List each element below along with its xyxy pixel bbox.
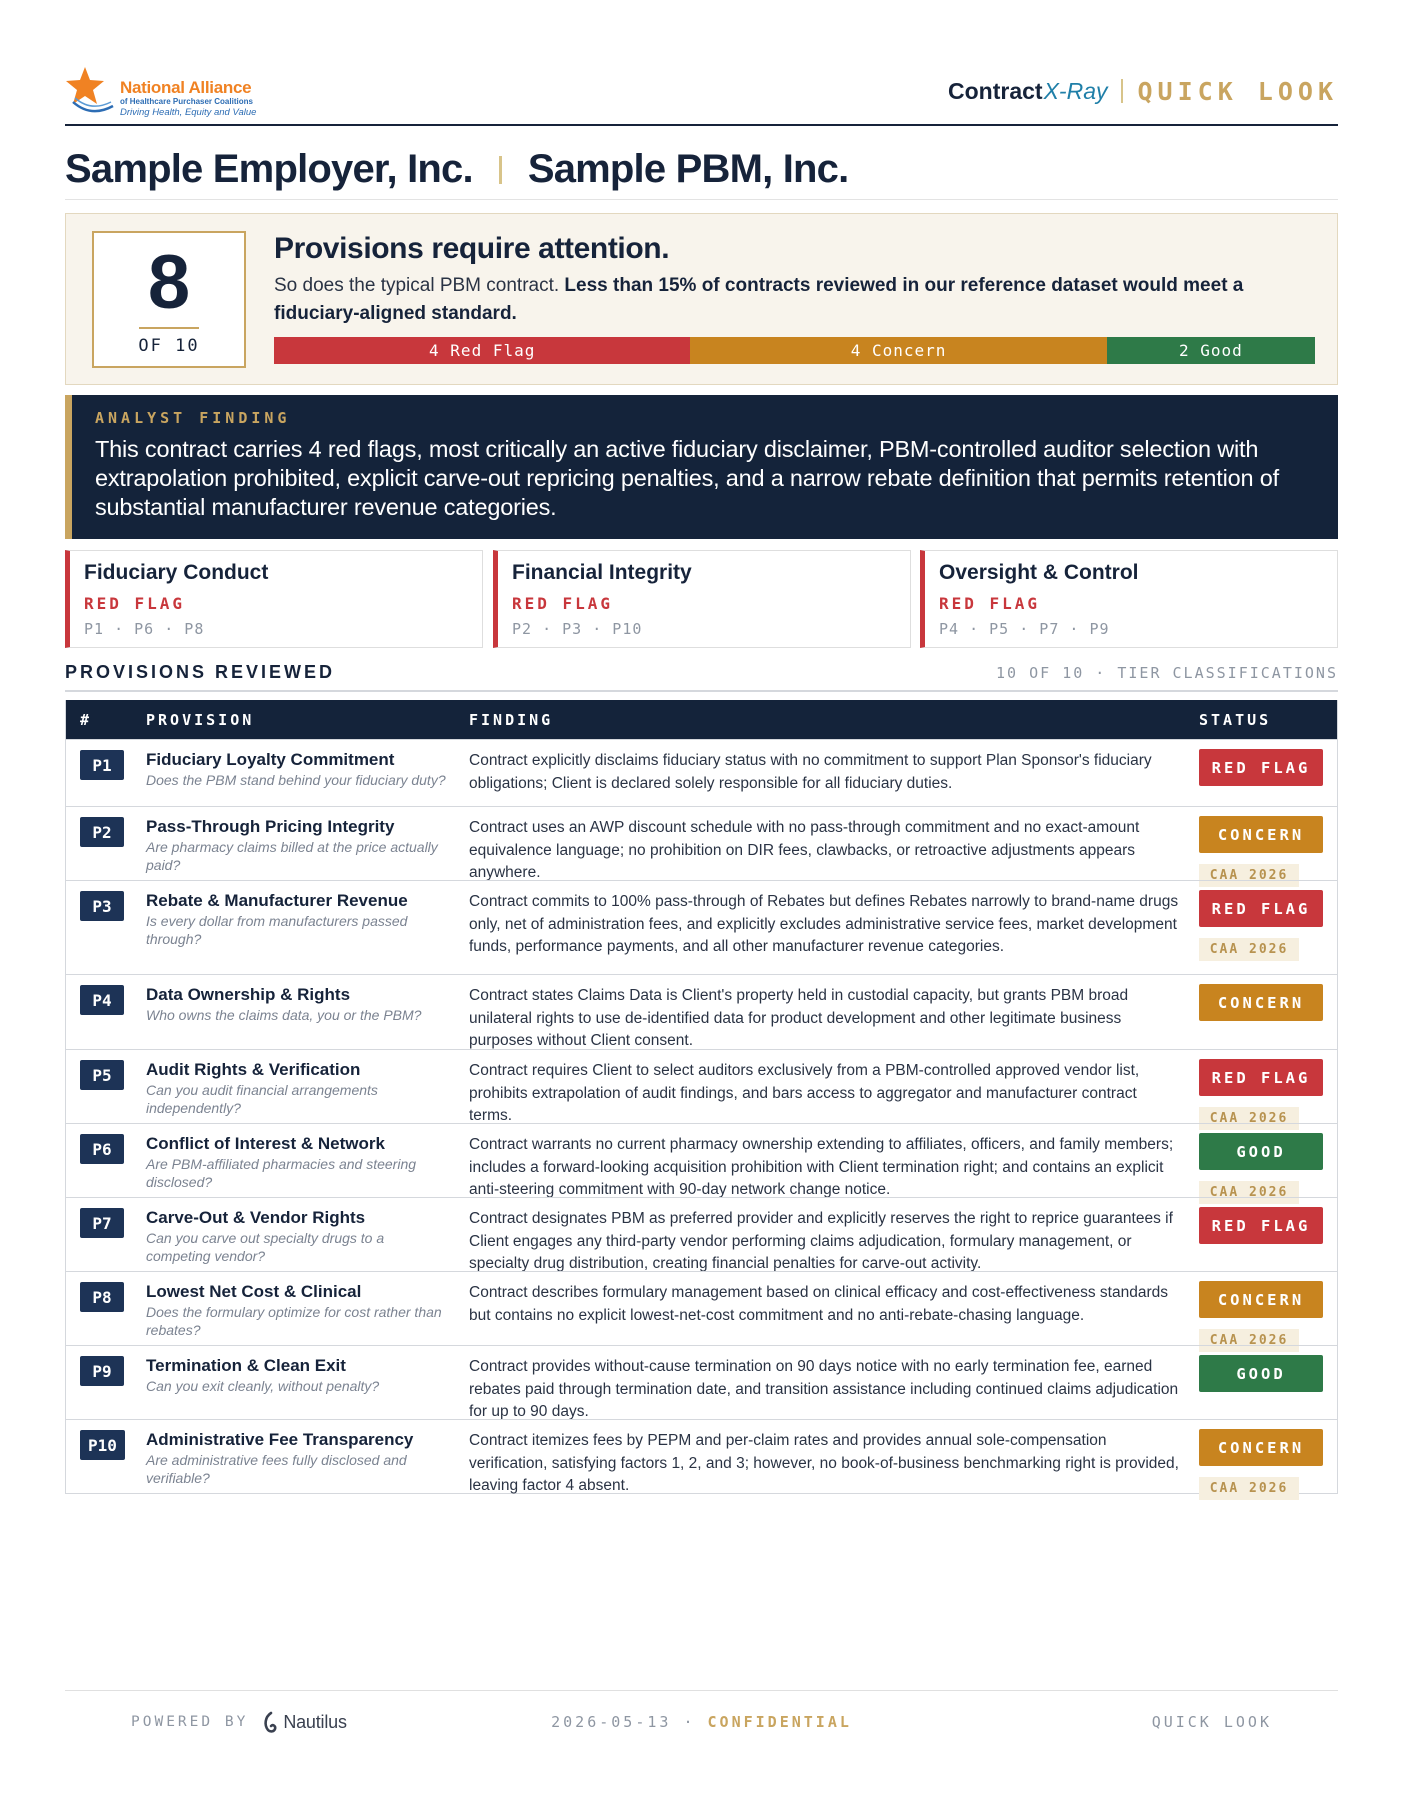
provision-id-badge: P7 — [80, 1208, 124, 1238]
provision-question: Is every dollar from manufacturers passed through? — [146, 913, 408, 947]
product-brand — [948, 76, 1338, 106]
caa-tag: CAA 2026 — [1199, 1181, 1299, 1204]
pbm-name: Sample PBM, Inc. — [527, 147, 849, 191]
category-title: Fiduciary Conduct — [84, 561, 269, 584]
caa-tag: CAA 2026 — [1199, 1477, 1299, 1500]
brand-divider — [1121, 79, 1123, 103]
table-row — [66, 806, 1337, 883]
category-status: RED FLAG — [939, 594, 1041, 613]
provision-name: Rebate & Manufacturer Revenue — [146, 891, 408, 910]
provision-finding: Contract warrants no current pharmacy ownership extending to affiliates, officers, and family members; includes a forward-looking acquisition prohibition with Client termination right; and contains an explicit anti-steering commitment with 90-day network change notice. — [469, 1136, 1174, 1198]
provision-name: Conflict of Interest & Network — [146, 1134, 385, 1153]
page-footer — [65, 1690, 1338, 1750]
table-row — [66, 739, 1337, 806]
parties-heading — [65, 140, 1338, 200]
employer-name: Sample Employer, Inc. — [65, 147, 473, 191]
report-type: QUICK LOOK — [1137, 76, 1338, 106]
provision-question: Does the PBM stand behind your fiduciary duty? — [146, 772, 446, 788]
column-header-number: # — [80, 711, 93, 729]
analyst-finding-label: ANALYST FINDING — [95, 409, 291, 427]
provision-question: Can you audit financial arrangements independently? — [146, 1082, 378, 1116]
summary-title: Provisions require attention. — [274, 232, 670, 265]
caa-tag: CAA 2026 — [1199, 1107, 1299, 1130]
provision-finding: Contract states Claims Data is Client's property held in custodial capacity, but grants PBM broad unilateral rights to use de-identified data for product development and other legitimate business purposes without Client consent. — [469, 987, 1129, 1049]
provisions-table — [65, 700, 1338, 1494]
category-title: Oversight & Control — [939, 561, 1139, 584]
provision-id-badge: P5 — [80, 1060, 124, 1090]
caa-tag: CAA 2026 — [1199, 1329, 1299, 1352]
table-header — [66, 700, 1337, 739]
analyst-finding-text: This contract carries 4 red flags, most critically an active fiduciary disclaimer, PBM-controlled auditor selection with extrapolation prohibited, explicit carve-out repricing penalties, and a narrow rebate definition that permits retention of substantial manufacturer revenue categories. — [95, 436, 1279, 520]
category-status: RED FLAG — [84, 594, 186, 613]
parties-divider — [499, 156, 502, 184]
table-row — [66, 880, 1337, 974]
score-of: OF 10 — [138, 336, 200, 356]
provision-name: Termination & Clean Exit — [146, 1356, 346, 1375]
category-title: Financial Integrity — [512, 561, 692, 584]
provision-id-badge: P3 — [80, 891, 124, 921]
footer-report-type: QUICK LOOK — [1151, 1713, 1272, 1731]
provision-name: Administrative Fee Transparency — [146, 1430, 414, 1449]
score-number: 8 — [147, 240, 191, 325]
confidential-label: CONFIDENTIAL — [707, 1713, 852, 1731]
status-badge: GOOD — [1199, 1355, 1323, 1392]
provision-name: Fiduciary Loyalty Commitment — [146, 750, 395, 769]
provision-id-badge: P6 — [80, 1134, 124, 1164]
provision-finding: Contract uses an AWP discount schedule with no pass-through commitment and no exact-amount equivalence language; no prohibition on DIR fees, clawbacks, or retroactive adjustments appears anywhere. — [469, 819, 1140, 881]
provision-finding: Contract designates PBM as preferred provider and explicitly reserves the right to reprice guarantees if Client engages any third-party vendor performing claims adjudication, formulary management, or specialty drug distribution, creating financial penalties for carve-out activity. — [469, 1210, 1173, 1272]
table-row — [66, 974, 1337, 1049]
score-box — [92, 231, 246, 368]
score-divider — [139, 327, 199, 329]
provisions-title: PROVISIONS REVIEWED — [65, 662, 336, 682]
provision-question: Are PBM-affiliated pharmacies and steering disclosed? — [146, 1156, 417, 1190]
provision-question: Are administrative fees fully disclosed and verifiable? — [146, 1452, 407, 1486]
provision-question: Who owns the claims data, you or the PBM? — [146, 1007, 422, 1023]
tier-distribution-bar — [274, 337, 1315, 364]
provision-question: Can you carve out specialty drugs to a competing vendor? — [146, 1230, 385, 1264]
table-row — [66, 1345, 1337, 1419]
brand-suffix: X-Ray — [1043, 77, 1108, 104]
column-header-finding: FINDING — [469, 711, 554, 729]
national-alliance-logo — [65, 64, 305, 120]
summary-emphasis: Less than 15% of contracts reviewed in our reference dataset would meet a fiduciary-aligned standard. — [274, 275, 1244, 324]
status-badge: RED FLAG — [1199, 1059, 1323, 1096]
provision-id-badge: P9 — [80, 1356, 124, 1386]
table-row — [66, 1197, 1337, 1271]
table-row — [66, 1271, 1337, 1348]
category-status: RED FLAG — [512, 594, 614, 613]
provision-question: Are pharmacy claims billed at the price actually paid? — [146, 839, 438, 873]
table-row — [66, 1123, 1337, 1200]
powered-by-label: POWERED BY — [131, 1714, 249, 1730]
provision-question: Can you exit cleanly, without penalty? — [146, 1378, 380, 1394]
provision-name: Audit Rights & Verification — [146, 1060, 361, 1079]
analyst-finding — [65, 395, 1338, 539]
logo-subtitle: of Healthcare Purchaser Coalitions — [120, 97, 253, 106]
status-badge: RED FLAG — [1199, 1207, 1323, 1244]
category-card-financial — [493, 550, 911, 648]
caa-tag: CAA 2026 — [1199, 938, 1299, 961]
status-badge: GOOD — [1199, 1133, 1323, 1170]
status-badge: RED FLAG — [1199, 890, 1323, 927]
provision-id-badge: P10 — [80, 1430, 125, 1460]
category-card-fiduciary — [65, 550, 483, 648]
provision-finding: Contract itemizes fees by PEPM and per-claim rates and provides annual sole-compensation verification, satisfying factors 1, 2, and 3; however, no book-of-business benchmarking right is provided, leaving factor 4 absent. — [469, 1432, 1179, 1494]
provision-name: Data Ownership & Rights — [146, 985, 351, 1004]
provision-finding: Contract provides without-cause termination on 90 days notice with no early termination fee, earned rebates paid through termination date, and transition assistance including continued claims adjudication for up to 90 days. — [469, 1358, 1179, 1420]
category-card-oversight — [920, 550, 1338, 648]
provision-name: Carve-Out & Vendor Rights — [146, 1208, 366, 1227]
brand-prefix: Contract — [948, 77, 1043, 104]
summary-panel — [65, 213, 1338, 385]
tier-segment: 4 Red Flag — [274, 337, 690, 364]
summary-text — [274, 272, 1294, 328]
provision-id-badge: P1 — [80, 750, 124, 780]
category-items: P4 · P5 · P7 · P9 — [939, 620, 1110, 638]
provision-finding: Contract explicitly disclaims fiduciary status with no commitment to support Plan Sponsor's fiduciary obligations; Client is declared solely responsible for all fiduciary duties. — [469, 752, 1152, 792]
provision-name: Pass-Through Pricing Integrity — [146, 817, 395, 836]
vendor-name: Nautilus — [283, 1711, 347, 1732]
category-items: P2 · P3 · P10 — [512, 620, 643, 638]
provisions-meta: 10 OF 10 · TIER CLASSIFICATIONS — [996, 664, 1338, 682]
category-items: P1 · P6 · P8 — [84, 620, 205, 638]
footer-separator: · — [683, 1713, 696, 1731]
tier-segment: 2 Good — [1107, 337, 1315, 364]
footer-date: 2026-05-13 — [551, 1713, 672, 1731]
provision-id-badge: P4 — [80, 985, 124, 1015]
column-header-provision: PROVISION — [146, 711, 255, 729]
provision-finding: Contract describes formulary management based on clinical efficacy and cost-effectiveness standards but contains no explicit lowest-net-cost commitment and no anti-rebate-chasing language. — [469, 1284, 1169, 1324]
category-cards — [65, 550, 1338, 648]
swoosh-icon — [71, 94, 115, 116]
provision-name: Lowest Net Cost & Clinical — [146, 1282, 362, 1301]
status-badge: CONCERN — [1199, 984, 1323, 1021]
column-header-status: STATUS — [1199, 711, 1272, 729]
footer-date-line — [65, 1713, 1338, 1731]
logo-name: National Alliance — [120, 78, 252, 97]
status-badge: CONCERN — [1199, 816, 1323, 853]
provision-id-badge: P2 — [80, 817, 124, 847]
status-badge: CONCERN — [1199, 1429, 1323, 1466]
provision-id-badge: P8 — [80, 1282, 124, 1312]
report-header — [65, 60, 1338, 126]
logo-tagline: Driving Health, Equity and Value — [120, 107, 257, 118]
provision-question: Does the formulary optimize for cost rather than rebates? — [146, 1304, 442, 1338]
table-row — [66, 1049, 1337, 1126]
provisions-header — [65, 659, 1338, 692]
provision-finding: Contract commits to 100% pass-through of Rebates but defines Rebates narrowly to brand-name drugs only, net of administration fees, and explicitly excludes administrative service fees, market development funds, performance payments, and all other manufacturer revenue categories. — [469, 893, 1179, 955]
table-row — [66, 1419, 1337, 1496]
caa-tag: CAA 2026 — [1199, 864, 1299, 887]
summary-lead: So does the typical PBM contract. — [274, 275, 560, 296]
status-badge: CONCERN — [1199, 1281, 1323, 1318]
status-badge: RED FLAG — [1199, 749, 1323, 786]
tier-segment: 4 Concern — [690, 337, 1106, 364]
provision-finding: Contract requires Client to select auditors exclusively from a PBM-controlled approved vendor list, prohibits extrapolation of audit findings, and bars access to aggregator and manufacturer contract terms. — [469, 1062, 1140, 1124]
